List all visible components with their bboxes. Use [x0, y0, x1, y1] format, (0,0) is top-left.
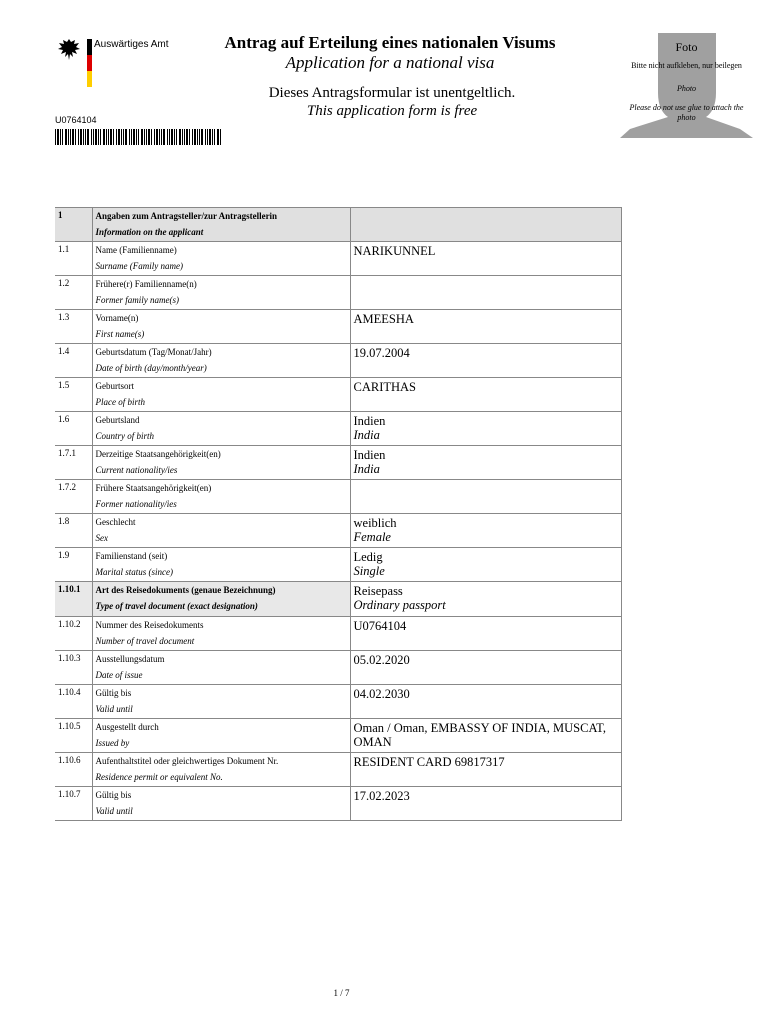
row-value-german: 04.02.2030: [353, 687, 410, 701]
row-value: [350, 446, 621, 480]
barcode-bar: [131, 129, 132, 145]
row-value: [350, 719, 621, 753]
barcode-bar: [212, 129, 213, 145]
barcode-bar: [118, 129, 120, 145]
barcode-bar: [186, 129, 188, 145]
row-value-german: 19.07.2004: [353, 346, 410, 360]
row-label-english: Place of birth: [95, 397, 145, 407]
row-value-english: Female: [353, 530, 391, 544]
row-value: [350, 582, 621, 617]
row-label: [92, 310, 350, 344]
row-label: [92, 344, 350, 378]
row-label-german: Frühere Staatsangehörigkeit(en): [95, 483, 212, 493]
row-number: 1.2: [55, 276, 92, 310]
row-label-german: Geburtsland: [95, 415, 140, 425]
page-number: 1 / 7: [333, 988, 350, 998]
row-label: [92, 719, 350, 753]
row-value: [350, 412, 621, 446]
barcode-bar: [199, 129, 200, 145]
row-number: 1.7.2: [55, 480, 92, 514]
row-label: [92, 685, 350, 719]
row-value: [350, 548, 621, 582]
row-value-german: NARIKUNNEL: [353, 244, 436, 258]
row-number: 1.10.4: [55, 685, 92, 719]
photo-note-english: Please do not use glue to attach the photo: [629, 103, 744, 122]
row-value-german: weiblich: [353, 516, 397, 530]
barcode-bar: [110, 129, 112, 145]
barcode: [55, 129, 221, 145]
barcode-bar: [55, 129, 56, 145]
barcode-bar: [57, 129, 59, 145]
barcode-bar: [192, 129, 193, 145]
barcode-bar: [184, 129, 185, 145]
barcode-bar: [217, 129, 219, 145]
row-label-english: Date of issue: [95, 670, 143, 680]
row-value-german: Indien: [353, 448, 386, 462]
barcode-bar: [205, 129, 206, 145]
row-number: 1.4: [55, 344, 92, 378]
row-label-german: Aufenthaltstitel oder gleichwertiges Dokument Nr.: [95, 756, 279, 766]
title-german: Antrag auf Erteilung eines nationalen Visums: [224, 33, 556, 52]
row-value-german: 17.02.2023: [353, 789, 410, 803]
federal-eagle-icon: [57, 37, 81, 63]
barcode-bar: [174, 129, 175, 145]
row-value-german: CARITHAS: [353, 380, 417, 394]
form-row: [55, 242, 621, 276]
form-row: [55, 276, 621, 310]
row-label-english: Type of travel document (exact designation): [95, 601, 258, 611]
barcode-bar: [80, 129, 82, 145]
row-label-english: Country of birth: [95, 431, 155, 441]
row-value: [350, 685, 621, 719]
section-value-cell: [350, 208, 621, 242]
auswaertiges-amt-logo: [57, 37, 197, 87]
form-row: [55, 617, 621, 651]
barcode-bar: [70, 129, 71, 145]
row-label-german: Familienstand (seit): [95, 551, 168, 561]
row-value: [350, 310, 621, 344]
row-number: 1.3: [55, 310, 92, 344]
form-row: [55, 719, 621, 753]
row-label: [92, 446, 350, 480]
row-label-german: Ausstellungsdatum: [95, 654, 165, 664]
row-number: 1.10.3: [55, 651, 92, 685]
form-row: [55, 548, 621, 582]
barcode-bar: [146, 129, 147, 145]
barcode-bar: [161, 129, 162, 145]
barcode-bar: [201, 129, 203, 145]
barcode-bar: [95, 129, 97, 145]
row-label: [92, 480, 350, 514]
barcode-bar: [62, 129, 63, 145]
photo-placeholder: [620, 33, 753, 138]
row-label-german: Geschlecht: [95, 517, 136, 527]
row-label-german: Art des Reisedokuments (genaue Bezeichnung): [95, 585, 276, 595]
applicant-info-table: [55, 207, 622, 821]
form-row: [55, 787, 621, 821]
barcode-bar: [194, 129, 196, 145]
barcode-bar: [179, 129, 181, 145]
row-number: 1.9: [55, 548, 92, 582]
row-value: [350, 787, 621, 821]
barcode-bar: [65, 129, 67, 145]
row-value-german: Oman / Oman, EMBASSY OF INDIA, MUSCAT, OMAN: [353, 721, 606, 749]
row-value: [350, 480, 621, 514]
row-value-german: Reisepass: [353, 584, 403, 598]
barcode-bar: [209, 129, 211, 145]
office-name: Auswärtiges Amt: [94, 39, 169, 50]
row-label: [92, 514, 350, 548]
form-title: [190, 33, 590, 73]
barcode-bar: [72, 129, 74, 145]
barcode-bar: [125, 129, 127, 145]
row-number: 1.10.7: [55, 787, 92, 821]
row-label: [92, 242, 350, 276]
row-number: 1.10.5: [55, 719, 92, 753]
row-label: [92, 412, 350, 446]
barcode-bar: [98, 129, 99, 145]
row-label-german: Geburtsdatum (Tag/Monat/Jahr): [95, 347, 212, 357]
row-label-english: Valid until: [95, 806, 133, 816]
subtitle-english: This application form is free: [306, 103, 478, 119]
barcode-bar: [68, 129, 69, 145]
row-label: [92, 548, 350, 582]
section-title-german: Angaben zum Antragsteller/zur Antragstellerin: [95, 211, 278, 221]
row-label-english: Sex: [95, 533, 108, 543]
barcode-bar: [207, 129, 208, 145]
section-header: [55, 208, 621, 242]
row-label: [92, 276, 350, 310]
row-value: [350, 651, 621, 685]
barcode-bar: [100, 129, 101, 145]
form-row: [55, 480, 621, 514]
barcode-bar: [133, 129, 135, 145]
german-flag-stripe: [87, 39, 92, 87]
form-row: [55, 378, 621, 412]
row-value: [350, 753, 621, 787]
row-label: [92, 753, 350, 787]
row-number: 1.10.6: [55, 753, 92, 787]
section-number: 1: [55, 208, 92, 242]
row-value-english: Ordinary passport: [353, 598, 446, 612]
barcode-bar: [136, 129, 137, 145]
row-value-german: U0764104: [353, 619, 407, 633]
row-value-german: 05.02.2020: [353, 653, 410, 667]
barcode-bar: [78, 129, 79, 145]
barcode-bar: [116, 129, 117, 145]
row-value: [350, 378, 621, 412]
barcode-bar: [123, 129, 124, 145]
row-number: 1.6: [55, 412, 92, 446]
barcode-bar: [151, 129, 152, 145]
barcode-bar: [214, 129, 215, 145]
row-label-english: Valid until: [95, 704, 133, 714]
barcode-bar: [91, 129, 92, 145]
barcode-bar: [220, 129, 221, 145]
barcode-bar: [163, 129, 165, 145]
row-label-german: Vorname(n): [95, 313, 139, 323]
barcode-bar: [108, 129, 109, 145]
barcode-bar: [169, 129, 170, 145]
row-label: [92, 651, 350, 685]
barcode-bar: [83, 129, 84, 145]
form-row: [55, 651, 621, 685]
row-label-english: First name(s): [95, 329, 145, 339]
row-value-german: AMEESHA: [353, 312, 414, 326]
row-label-german: Gültig bis: [95, 688, 132, 698]
row-label: [92, 787, 350, 821]
row-label-english: Current nationality/ies: [95, 465, 178, 475]
barcode-bar: [113, 129, 114, 145]
barcode-bar: [103, 129, 105, 145]
section-title-english: Information on the applicant: [95, 227, 204, 237]
row-label-english: Surname (Family name): [95, 261, 183, 271]
row-value: [350, 276, 621, 310]
barcode-bar: [189, 129, 190, 145]
barcode-bar: [121, 129, 122, 145]
row-label: [92, 617, 350, 651]
barcode-bar: [156, 129, 158, 145]
barcode-bar: [176, 129, 177, 145]
row-value: [350, 514, 621, 548]
form-row: [55, 446, 621, 480]
row-value-english: India: [353, 428, 380, 442]
barcode-bar: [75, 129, 76, 145]
form-subtitle: [190, 84, 594, 120]
row-label-german: Nummer des Reisedokuments: [95, 620, 204, 630]
barcode-bar: [129, 129, 130, 145]
form-row: [55, 310, 621, 344]
barcode-bar: [182, 129, 183, 145]
row-label-german: Geburtsort: [95, 381, 134, 391]
photo-label-german: Foto: [675, 40, 698, 54]
form-row: [55, 412, 621, 446]
row-label: [92, 582, 350, 617]
row-number: 1.7.1: [55, 446, 92, 480]
row-value-german: RESIDENT CARD 69817317: [353, 755, 505, 769]
row-value: [350, 617, 621, 651]
row-number: 1.8: [55, 514, 92, 548]
row-label-german: Derzeitige Staatsangehörigkeit(en): [95, 449, 221, 459]
barcode-bar: [138, 129, 139, 145]
photo-note-german: Bitte nicht aufkleben, nur beilegen: [631, 61, 742, 70]
row-label-german: Name (Familienname): [95, 245, 177, 255]
title-english: Application for a national visa: [285, 53, 495, 72]
row-label-english: Number of travel document: [95, 636, 195, 646]
row-value-english: Single: [353, 564, 385, 578]
row-value-german: Indien: [353, 414, 386, 428]
row-label-english: Issued by: [95, 738, 130, 748]
row-label-english: Former nationality/ies: [95, 499, 177, 509]
row-label-german: Frühere(r) Familienname(n): [95, 279, 197, 289]
row-number: 1.10.2: [55, 617, 92, 651]
row-number: 1.10.1: [55, 582, 92, 617]
section-title: [92, 208, 350, 242]
form-row: [55, 344, 621, 378]
barcode-bar: [148, 129, 150, 145]
row-value: [350, 242, 621, 276]
barcode-bar: [93, 129, 94, 145]
row-number: 1.1: [55, 242, 92, 276]
row-value-german: Ledig: [353, 550, 383, 564]
form-row: [55, 514, 621, 548]
row-value: [350, 344, 621, 378]
form-row: [55, 753, 621, 787]
barcode-bar: [60, 129, 61, 145]
barcode-bar: [85, 129, 86, 145]
subtitle-german: Dieses Antragsformular ist unentgeltlich.: [268, 85, 516, 101]
form-row: [55, 685, 621, 719]
barcode-bar: [87, 129, 89, 145]
barcode-bar: [171, 129, 173, 145]
row-number: 1.5: [55, 378, 92, 412]
row-label-english: Date of birth (day/month/year): [95, 363, 207, 373]
barcode-bar: [167, 129, 168, 145]
barcode-bar: [144, 129, 145, 145]
row-label-german: Ausgestellt durch: [95, 722, 159, 732]
row-label-english: Marital status (since): [95, 567, 173, 577]
barcode-bar: [197, 129, 198, 145]
barcode-bar: [154, 129, 155, 145]
row-label-english: Residence permit or equivalent No.: [95, 772, 223, 782]
form-row: [55, 582, 621, 617]
barcode-bar: [106, 129, 107, 145]
row-label-german: Gültig bis: [95, 790, 132, 800]
row-label: [92, 378, 350, 412]
barcode-bar: [141, 129, 143, 145]
barcode-bar: [159, 129, 160, 145]
row-label-english: Former family name(s): [95, 295, 179, 305]
photo-label-english: Photo: [676, 84, 697, 93]
application-number: U0764104: [55, 115, 97, 125]
row-value-english: India: [353, 462, 380, 476]
